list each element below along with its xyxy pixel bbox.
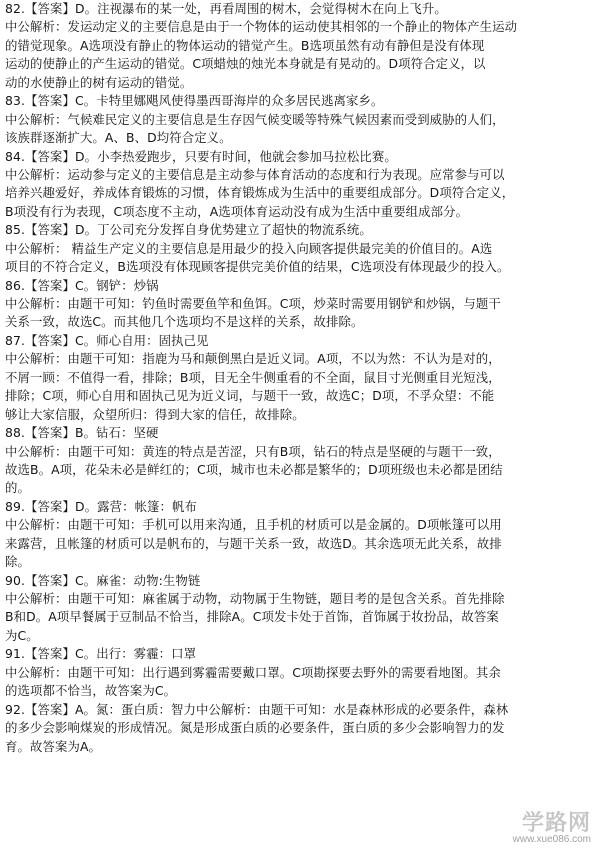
text-line: 中公解析：由题干可知：黄连的特点是苦涩，只有B项，钻石的特点是坚硬的与题干一致，: [5, 443, 501, 459]
text-line: 中公解析：由题干可知：钓鱼时需要鱼竿和鱼饵。C项，炒菜时需要用钢铲和炒锅，与题干: [5, 296, 501, 311]
text-line: 85.【答案】D。丁公司充分发挥自身优势建立了超快的物流系统。: [5, 222, 372, 238]
text-line: 84.【答案】D。小李热爱跑步，只要有时间，他就会参加马拉松比赛。: [5, 148, 397, 164]
text-line: 关系一致，故选C。而其他几个选项均不是这样的关系，故排除。: [5, 314, 364, 330]
text-line: 故选B。A项，花朵未必是鲜红的；C项，城市也未必都是繁华的；D项班级也未必都是团结: [5, 461, 503, 477]
text-line: B项没有行为表现，C项态度不主动，A选项体育运动没有成为生活中重要组成部分。: [5, 203, 469, 219]
text-line: 的错觉现象。A选项没有静止的物体运动的错觉产生。B选项虽然有动有静但是没有体现: [5, 37, 485, 53]
text-line: 项目的不符合定义，B选项没有体现顾客提供完美价值的结果，C选项没有体现最少的投入。: [5, 259, 510, 275]
text-line: 中公解析：由题干可知：指鹿为马和颠倒黑白是近义词。A项，不以为然：不认为是对的，: [5, 351, 501, 367]
text-line: 82.【答案】D。注视瀑布的某一处，再看周围的树木，会觉得树木在向上飞升。: [5, 1, 447, 16]
text-line: 排除；C项，师心自用和固执己见为近义词，与题干一致，故选C；D项，不孚众望：不能: [5, 388, 495, 404]
text-line: 的多少会影响煤炭的形成情况。氮是形成蛋白质的必要条件，蛋白质的多少会影响智力的发: [5, 720, 505, 736]
text-line: 的。: [5, 480, 30, 496]
text-line: 86.【答案】C。钢铲：炒锅: [5, 277, 159, 293]
text-line: 不屑一顾：不值得一看，排除；B项，目无全牛侧重看的不全面，鼠目寸光侧重目光短浅，: [5, 369, 501, 385]
text-line: 来露营，且帐篷的材质可以是帆布的，与题干关系一致，故选D。其余选项无此关系，故排: [5, 535, 502, 551]
text-line: 运动的使静止的产生运动的错觉。C项蜡烛的烛光本身就是有晃动的。D项符合定义，以: [5, 56, 486, 72]
text-line: 够让大家信服，众望所归：得到大家的信任，故排除。: [5, 406, 305, 422]
text-line: 为C。: [5, 627, 39, 643]
text-line: 87.【答案】C。师心自用：固执己见: [5, 332, 209, 348]
text-line: 中公解析：气候难民定义的主要信息是生存因气候变暖等特殊气候因素而受到威胁的人们，: [5, 111, 505, 127]
text-line: 83.【答案】C。卡特里娜飓风使得墨西哥海岸的众多居民逃离家乡。: [5, 93, 384, 109]
watermark-logo-text: 学路网: [521, 810, 591, 835]
text-line: B和D。A项早餐属于豆制品不恰当，排除A。C项发卡处于首饰，首饰属于妆扮品，故答案: [5, 609, 499, 625]
answer-text-block: [5, 0, 593, 774]
watermark-url: www.xue086.com: [512, 834, 591, 845]
text-line: 中公解析： 精益生产定义的主要信息是用最少的投入向顾客提供最完美的价值目的。A选: [5, 240, 493, 256]
text-line: 中公解析：运动参与定义的主要信息是主动参与体育活动的态度和行为表现。应常参与可以: [5, 166, 505, 182]
text-line: [5, 756, 593, 774]
text-line: 中公解析：发运动定义的主要信息是由于一个物体的运动使其相邻的一个静止的物体产生运动: [5, 19, 518, 35]
text-line: 培养兴趣爱好，养成体育锻炼的习惯，体育锻炼成为生活中的重要组成部分。D项符合定义，: [5, 185, 515, 201]
text-line: 育。故答案为A。: [5, 738, 102, 754]
text-line: 除。: [5, 554, 30, 570]
text-line: 中公解析：由题干可知：麻雀属于动物，动物属于生物链，题目考的是包含关系。首先排除: [5, 591, 505, 606]
text-line: 89.【答案】D。露营：帐篷：帆布: [5, 498, 198, 514]
text-line: 中公解析：由题干可知：出行遇到雾霾需要戴口罩。C项勘探要去野外的需要看地图。其余: [5, 664, 501, 680]
text-line: 的选项都不恰当，故答案为C。: [5, 683, 177, 699]
text-line: 91.【答案】C。出行：雾霾：口罩: [5, 646, 197, 662]
text-line: 88.【答案】B。钻石：坚硬: [5, 425, 159, 441]
text-line: 90.【答案】C。麻雀：动物:生物链: [5, 572, 201, 588]
text-line: 中公解析：由题干可知：手机可以用来沟通，且手机的材质可以是金属的。D项帐篷可以用: [5, 517, 502, 533]
text-line: 动的水使静止的树有运动的错觉。: [5, 74, 193, 90]
text-line: 该族群逐渐扩大。A、B、D均符合定义。: [5, 130, 232, 146]
text-line: 92.【答案】A。氮：蛋白质：智力中公解析：由题干可知：水是森林形成的必要条件，森林: [5, 701, 509, 717]
